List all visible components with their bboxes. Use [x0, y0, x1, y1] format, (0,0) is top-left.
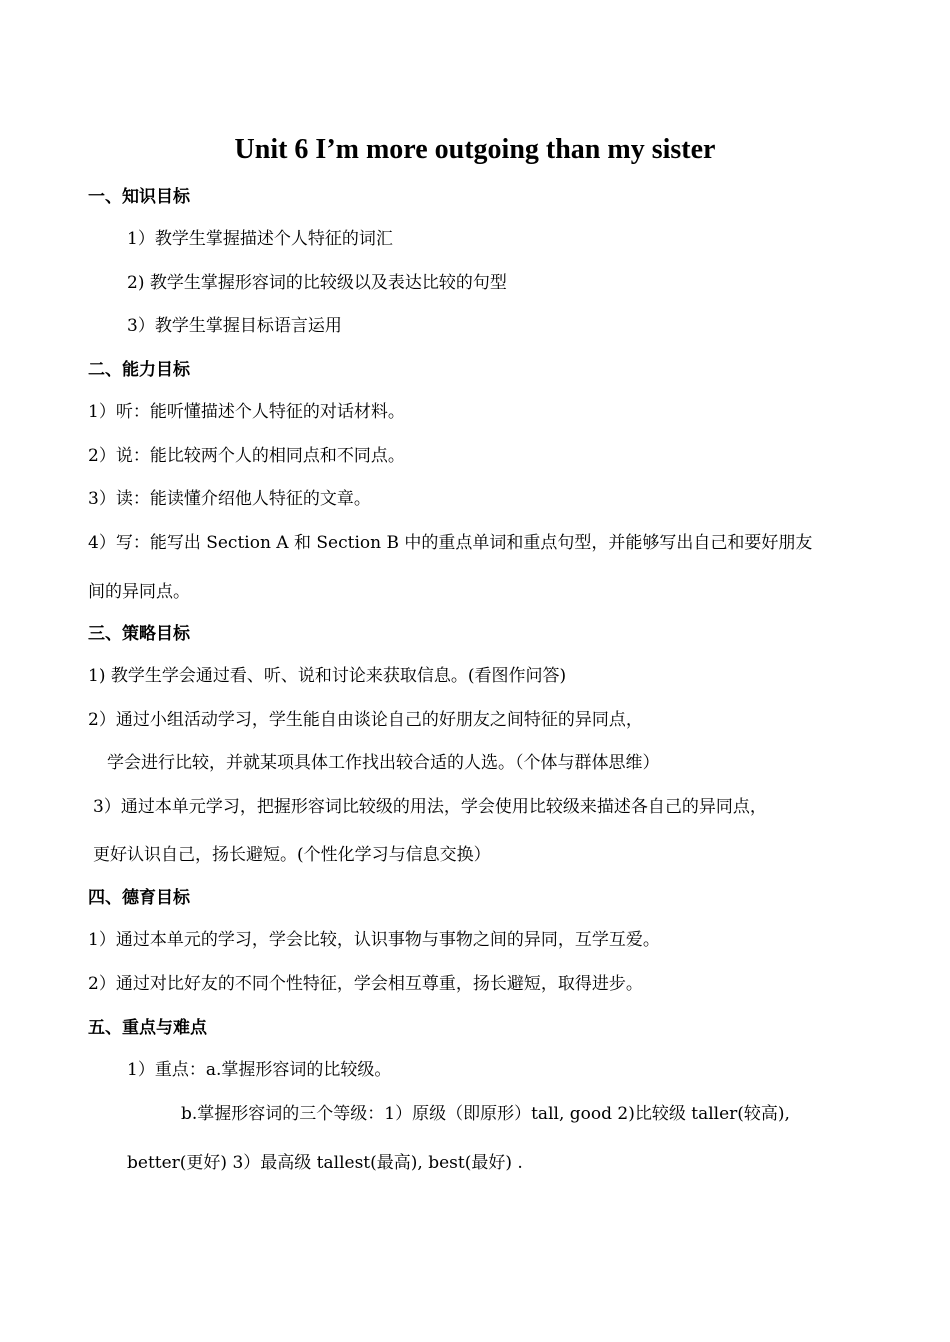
paragraph-line: 学会进行比较，并就某项具体工作找出较合适的人选。（个体与群体思维） — [107, 753, 660, 773]
paragraph-line: 1）重点：a.掌握形容词的比较级。 — [127, 1060, 392, 1080]
paragraph-line: 4）写：能写出 Section A 和 Section B 中的重点单词和重点句型，并能够写出自己和要好朋友 — [88, 533, 813, 553]
document-title: Unit 6 I’m more outgoing than my sister — [234, 134, 716, 165]
paragraph-line: better(更好) 3）最高级 tallest(最高), best(最好) . — [127, 1153, 523, 1173]
paragraph-line: 2) 教学生掌握形容词的比较级以及表达比较的句型 — [127, 273, 507, 293]
paragraph-line: 2）通过小组活动学习，学生能自由谈论自己的好朋友之间特征的异同点， — [88, 710, 643, 730]
paragraph-line: 3）通过本单元学习，把握形容词比较级的用法，学会使用比较级来描述各自己的异同点， — [93, 797, 767, 817]
paragraph-line: b.掌握形容词的三个等级：1）原级（即原形）tall, good 2)比较级 taller(较高), — [181, 1104, 790, 1124]
paragraph-line: 3）教学生掌握目标语言运用 — [127, 316, 342, 336]
paragraph-line: 1）教学生掌握描述个人特征的词汇 — [127, 229, 393, 249]
paragraph-line: 3）读：能读懂介绍他人特征的文章。 — [88, 489, 371, 509]
paragraph-line: 1）通过本单元的学习，学会比较，认识事物与事物之间的异同，互学互爱。 — [88, 930, 660, 950]
paragraph-line: 2）通过对比好友的不同个性特征，学会相互尊重，扬长避短，取得进步。 — [88, 974, 643, 994]
section-heading-keypoints: 五、重点与难点 — [88, 1018, 207, 1038]
section-heading-knowledge: 一、知识目标 — [88, 187, 190, 207]
section-heading-ability: 二、能力目标 — [88, 360, 190, 380]
section-heading-moral: 四、德育目标 — [88, 888, 190, 908]
paragraph-line: 1) 教学生学会通过看、听、说和讨论来获取信息。(看图作问答) — [88, 666, 567, 686]
paragraph-line: 1）听：能听懂描述个人特征的对话材料。 — [88, 402, 405, 422]
paragraph-line: 更好认识自己，扬长避短。(个性化学习与信息交换） — [93, 845, 491, 865]
paragraph-line: 间的异同点。 — [88, 582, 190, 602]
section-heading-strategy: 三、策略目标 — [88, 624, 190, 644]
paragraph-line: 2）说：能比较两个人的相同点和不同点。 — [88, 446, 405, 466]
